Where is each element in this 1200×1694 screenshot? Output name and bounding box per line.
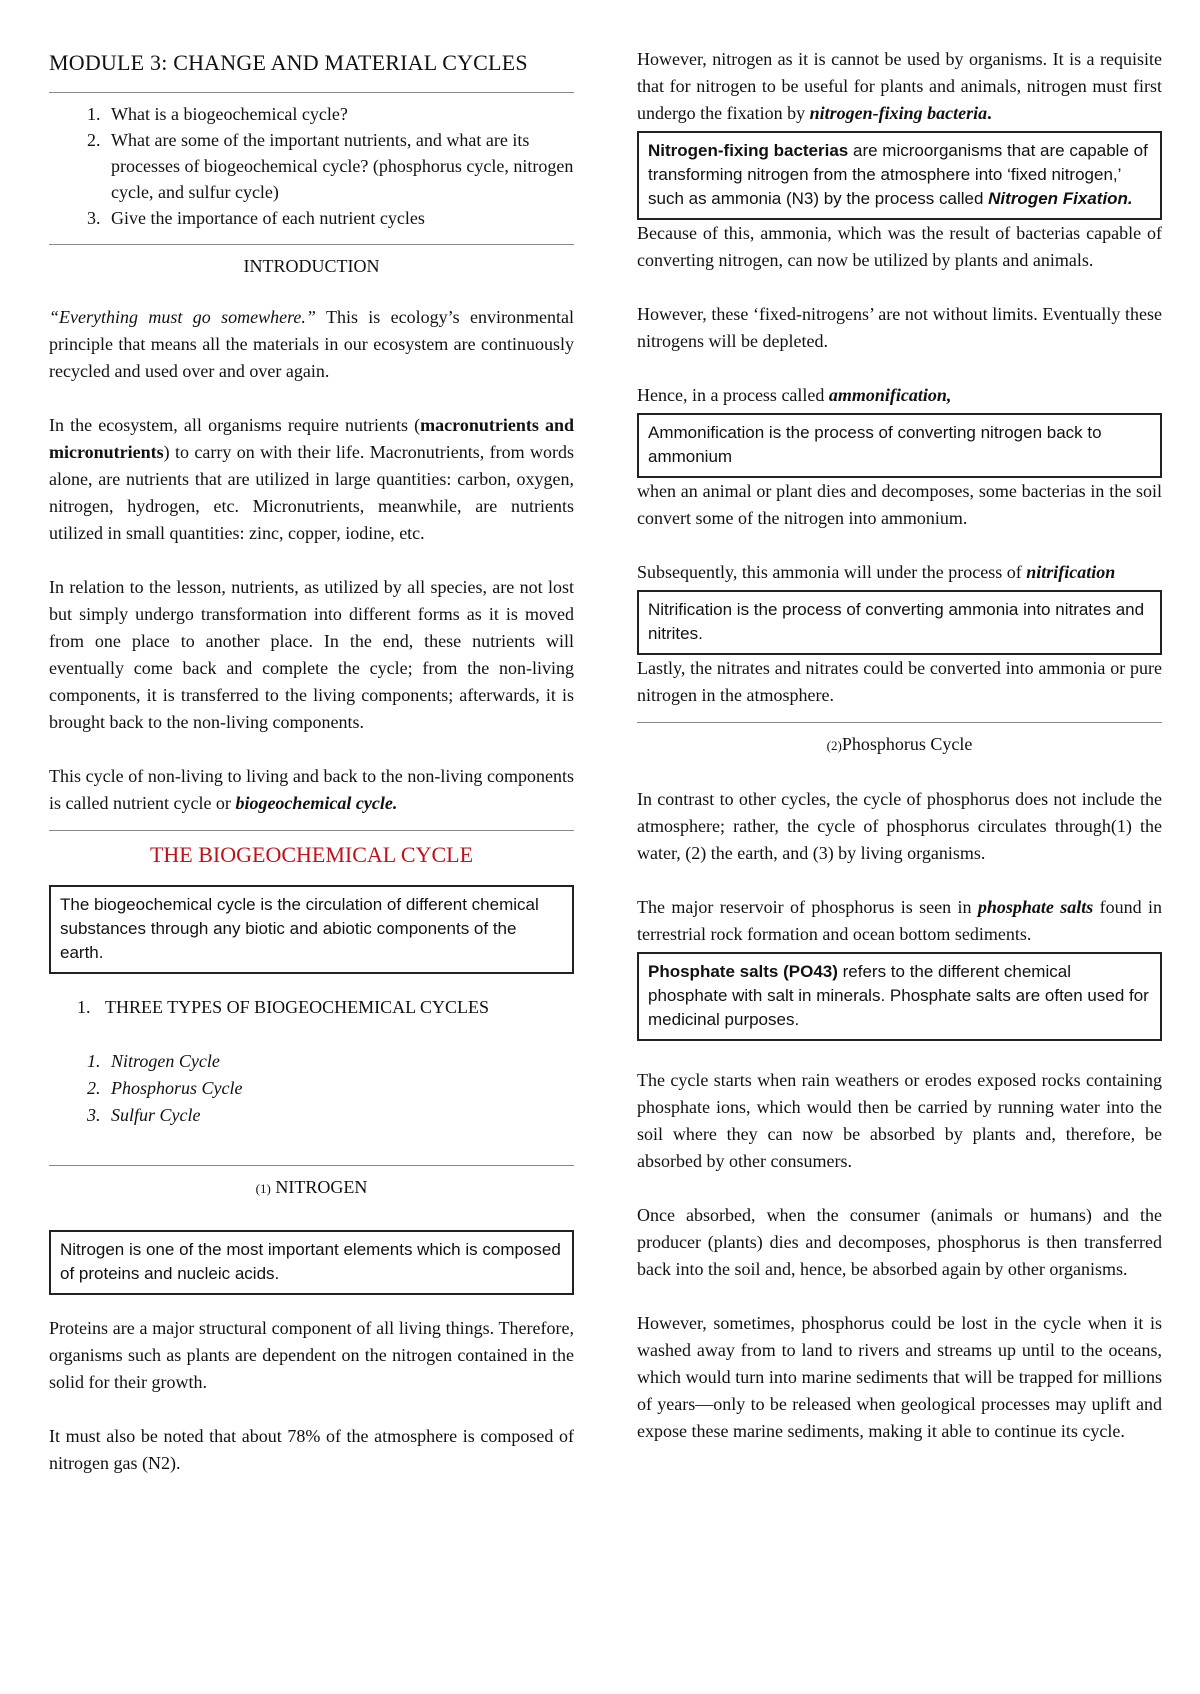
intro-quote: “Everything must go somewhere.” (49, 307, 316, 327)
phosphorus-paragraph-5: However, sometimes, phosphorus could be lost in the cycle when it is washed away from to land to rivers and streams up until to the oceans, which would turn into marine sediments that will be trapped for millions of years—only to be released when geological processes may uplift and expose these marine sediments, making it able to continue its cycle. (637, 1313, 1162, 1441)
box-text: are microorganisms that are capable of transforming nitrogen from the atmosphere into ‘fixed nitrogen,’ such as ammonia (N3) by the process called (648, 141, 1148, 208)
section-number: (1) (255, 1181, 271, 1196)
body-text: . (987, 103, 992, 123)
nitrogen-heading (49, 1174, 574, 1202)
nitrogen-heading-text: NITROGEN (275, 1177, 368, 1197)
phosphorus-heading (637, 731, 1162, 759)
nitrogen-paragraph-1: Proteins are a major structural component of all living things. Therefore, organisms such as plants are dependent on the nitrogen contained in the solid for their growth. (49, 1318, 574, 1392)
intro-text: This is ecology’s environmental principle that means all the materials in our ecosystem are continuously recycled and used over and over again. (49, 307, 574, 381)
phosphorus-paragraph-4: Once absorbed, when the consumer (animals or humans) and the producer (plants) dies and decomposes, phosphorus is then transferred back into the soil and, hence, be absorbed again by other organisms. (637, 1205, 1162, 1279)
question-item: 1. What is a biogeochemical cycle? (105, 101, 574, 127)
biogeochemical-definition-box: The biogeochemical cycle is the circulation of different chemical substances through any biotic and abiotic components of the earth. (49, 885, 574, 974)
box-bold-term: Nitrogen-fixing bacterias (648, 141, 849, 160)
intro-text: ) to carry on with their life. Macronutrients, from words alone, are nutrients that are utilized in large quantities: carbon, oxygen, nitrogen, hydrogen, etc. Micronutrients, meanwhile, are nutrients utilized in small quantities: zinc, copper, iodine, etc. (49, 442, 574, 543)
question-item: 3. Give the importance of each nutrient cycles (105, 205, 574, 231)
left-column (49, 46, 574, 1477)
biogeochemical-term: biogeochemical cycle. (235, 793, 398, 813)
intro-paragraph-2 (49, 412, 574, 547)
phosphorus-heading-text: Phosphorus Cycle (841, 734, 973, 754)
cycle-type-item: 1. Nitrogen Cycle (105, 1048, 574, 1075)
body-text: Subsequently, this ammonia will under the process of (637, 562, 1027, 582)
section-number: (2) (826, 738, 842, 753)
ammonification-box: Ammonification is the process of converting nitrogen back to ammonium (637, 413, 1162, 478)
body-text: Hence, in a process called (637, 385, 829, 405)
ammonia-paragraph: Because of this, ammonia, which was the result of bacterias capable of converting nitrogen, can now be utilized by plants and animals. (637, 223, 1162, 270)
module-title: MODULE 3: CHANGE AND MATERIAL CYCLES (49, 50, 528, 75)
limits-paragraph: However, these ‘fixed-nitrogens’ are not without limits. Eventually these nitrogens will be depleted. (637, 304, 1162, 351)
decomposition-paragraph: when an animal or plant dies and decomposes, some bacterias in the soil convert some of the nitrogen into ammonium. (637, 481, 1162, 528)
types-heading-text: THREE TYPES OF BIOGEOCHEMICAL CYCLES (105, 997, 490, 1017)
cycle-type-item: 2. Phosphorus Cycle (105, 1075, 574, 1102)
nitrogen-definition-box: Nitrogen is one of the most important elements which is composed of proteins and nucleic acids. (49, 1230, 574, 1295)
phosphorus-paragraph-2 (637, 894, 1162, 948)
cycle-type-item: 3. Sulfur Cycle (105, 1102, 574, 1129)
introduction-heading: INTRODUCTION (243, 256, 380, 276)
box-italic-term: Nitrogen Fixation. (988, 189, 1133, 208)
phosphorus-paragraph-3: The cycle starts when rain weathers or erodes exposed rocks containing phosphate ions, which would then be carried by running water into the soil where they can now be absorbed by plants and, therefore, be absorbed by other consumers. (637, 1070, 1162, 1171)
box-text: refers to the different chemical phosphate with salt in minerals. Phosphate salts are often used for medicinal purposes. (648, 962, 1149, 1029)
biogeochemical-heading: THE BIOGEOCHEMICAL CYCLE (149, 842, 474, 867)
phosphate-salts-box (637, 952, 1162, 1041)
box-bold-term: Phosphate salts (PO43) (648, 962, 838, 981)
nitrification-term: nitrification (1026, 562, 1116, 582)
phosphate-salts-term: phosphate salts (977, 897, 1094, 917)
intro-bold-term: macronutrients and micronutrients (49, 415, 574, 462)
guide-questions (49, 101, 574, 231)
body-text: However, nitrogen as it is cannot be used by organisms. It is a requisite that for nitrogen to be useful for plants and animals, nitrogen must first undergo the fixation by (637, 49, 1162, 123)
body-text: The major reservoir of phosphorus is seen in (637, 897, 978, 917)
intro-text: This cycle of non-living to living and back to the non-living components is called nutrient cycle or (49, 766, 574, 813)
types-number: 1. (77, 997, 91, 1017)
fixation-paragraph (637, 46, 1162, 127)
cycle-types-list (49, 1048, 574, 1129)
nitrification-box: Nitrification is the process of converting ammonia into nitrates and nitrites. (637, 590, 1162, 655)
question-item: 2. What are some of the important nutrients, and what are its processes of biogeochemical cycle? (phosphorus cycle, nitrogen cycle, and sulfur cycle) (105, 127, 574, 205)
nitrogen-fixing-term: nitrogen-fixing bacteria (809, 103, 988, 123)
ammonification-term: ammonification, (828, 385, 952, 405)
types-heading (49, 994, 574, 1021)
nitrogen-fixing-box (637, 131, 1162, 220)
intro-paragraph-3: In relation to the lesson, nutrients, as utilized by all species, are not lost but simply undergo transformation into different forms as it is moved from one place to another place. In the end, these nutrients will eventually come back and complete the cycle; from the non-living components, it is transferred to the living components; afterwards, it is brought back to the non-living components. (49, 577, 574, 732)
ammonification-intro (637, 382, 1162, 409)
body-text: found in terrestrial rock formation and ocean bottom sediments. (637, 897, 1162, 944)
intro-text: In the ecosystem, all organisms require nutrients ( (49, 415, 421, 435)
intro-paragraph-4 (49, 763, 574, 817)
right-column (637, 46, 1162, 1445)
phosphorus-paragraph-1: In contrast to other cycles, the cycle of phosphorus does not include the atmosphere; rather, the cycle of phosphorus circulates through(1) the water, (2) the earth, and (3) by living organisms. (637, 789, 1162, 863)
nitrification-intro (637, 559, 1162, 586)
nitrates-paragraph: Lastly, the nitrates and nitrates could be converted into ammonia or pure nitrogen in the atmosphere. (637, 658, 1162, 705)
nitrogen-paragraph-2: It must also be noted that about 78% of the atmosphere is composed of nitrogen gas (N2). (49, 1426, 574, 1473)
intro-paragraph-1 (49, 304, 574, 385)
